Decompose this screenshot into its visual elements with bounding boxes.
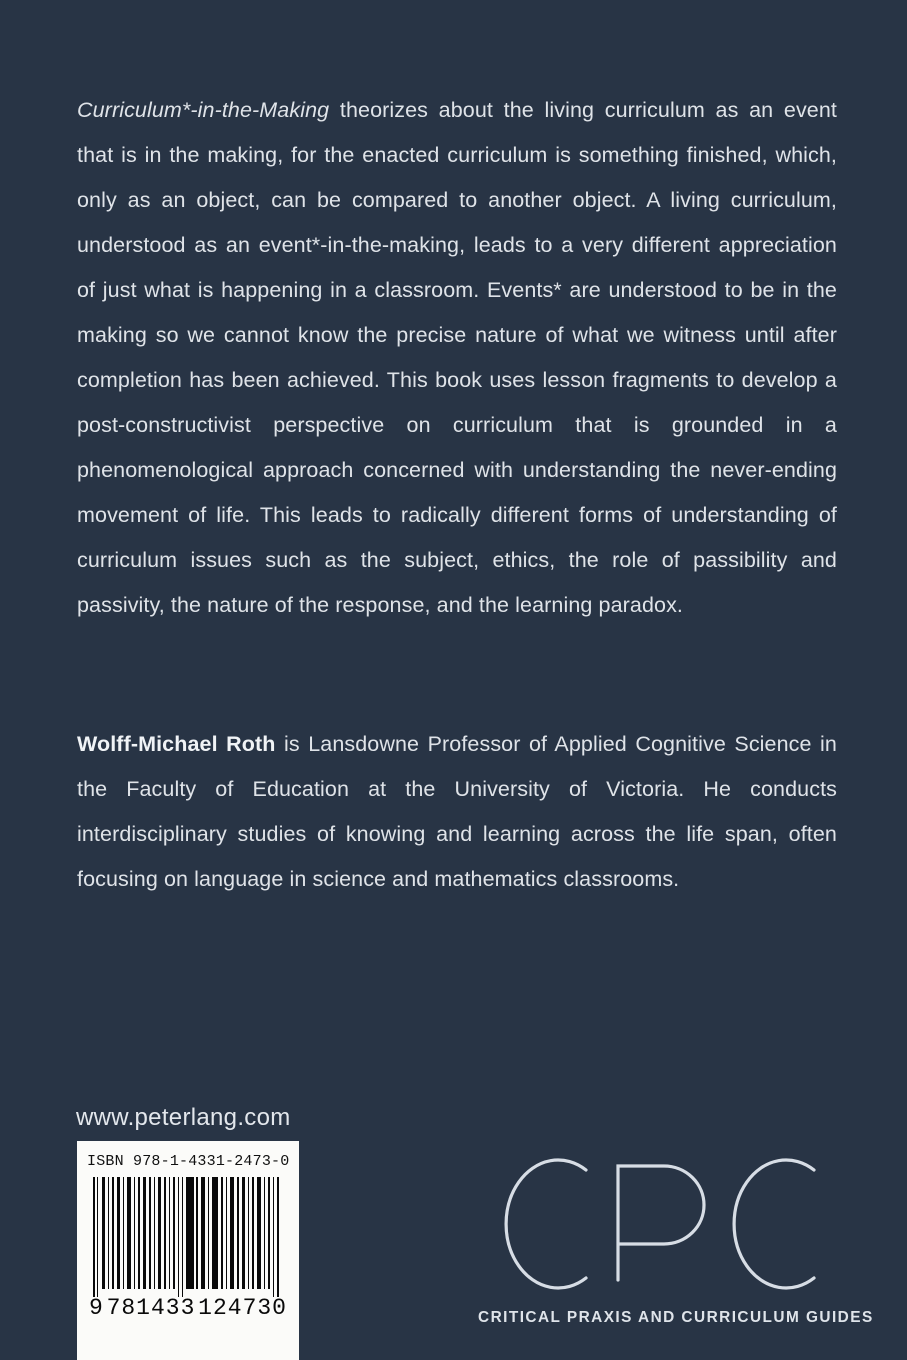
publisher-url[interactable]: www.peterlang.com [76, 1104, 291, 1131]
author-bio-body: is Lansdowne Professor of Applied Cognitive Science in the Faculty of Education at the University of Victoria. He conducts interdisciplinary studies of knowing and learning across the life span, often focusing on language in science and mathematics classrooms. [77, 731, 837, 891]
book-description [77, 88, 837, 628]
barcode-digits [87, 1295, 289, 1321]
cpc-monogram-icon [484, 1148, 842, 1300]
author-bio [77, 722, 837, 902]
barcode-bars-icon [87, 1177, 289, 1297]
isbn-text: ISBN 978-1-4331-2473-0 [87, 1153, 290, 1170]
author-name: Wolff-Michael Roth [77, 731, 276, 756]
barcode-digit-group-2: 124730 [198, 1295, 287, 1321]
book-title-italic: Curriculum*-in-the-Making [77, 97, 330, 122]
barcode-digit-left: 9 [89, 1295, 104, 1321]
series-logo [478, 1148, 874, 1327]
barcode-digit-group-1: 781433 [106, 1295, 196, 1321]
series-tagline: CRITICAL PRAXIS AND CURRICULUM GUIDES [478, 1309, 874, 1326]
isbn-barcode [77, 1141, 299, 1360]
book-description-body: theorizes about the living curriculum as an event that is in the making, for the enacted curriculum is something finished, which, only as an object, can be compared to another object. A living curriculum, understood as an event*-in-the-making, leads to a very different appreciation of just what is happening in a classroom. Events* are understood to be in the making so we cannot know the precise nature of what we witness until after completion has been achieved. This book uses lesson fragments to develop a post-constructivist perspective on curriculum that is grounded in a phenomenological approach concerned with understanding the never-ending movement of life. This leads to radically different forms of understanding of curriculum issues such as the subject, ethics, the role of passibility and passivity, the nature of the response, and the learning paradox. [77, 97, 837, 617]
